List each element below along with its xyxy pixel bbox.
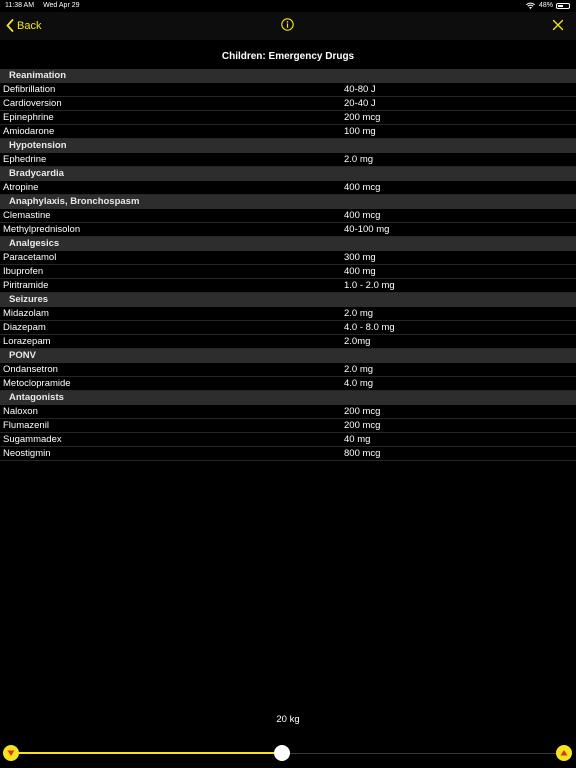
drug-row <box>0 363 576 377</box>
drug-row <box>0 447 576 461</box>
battery-fill <box>558 5 563 7</box>
drug-dose: 400 mg <box>344 266 376 277</box>
section-header: PONV <box>0 349 576 363</box>
drug-name: Defibrillation <box>3 84 56 95</box>
decrease-weight-button[interactable] <box>3 745 19 761</box>
drug-dose: 100 mg <box>344 126 376 137</box>
drug-dose: 4.0 mg <box>344 378 374 389</box>
status-left <box>5 0 89 12</box>
close-icon[interactable] <box>552 19 564 31</box>
drug-row <box>0 433 576 447</box>
drug-name: Ephedrine <box>3 154 47 165</box>
drug-name: Methylprednisolon <box>3 224 81 235</box>
drug-dose: 200 mcg <box>344 406 381 417</box>
drug-dose: 400 mcg <box>344 182 381 193</box>
drug-row <box>0 97 576 111</box>
drug-row <box>0 223 576 237</box>
drug-table <box>0 69 576 461</box>
drug-dose: 200 mcg <box>344 420 381 431</box>
drug-row <box>0 377 576 391</box>
nav-bar <box>0 12 576 40</box>
drug-dose: 40-80 J <box>344 84 376 95</box>
drug-row <box>0 307 576 321</box>
slider-thumb[interactable] <box>274 745 290 761</box>
section-header: Anaphylaxis, Bronchospasm <box>0 195 576 209</box>
drug-name: Cardioversion <box>3 98 62 109</box>
drug-name: Lorazepam <box>3 336 51 347</box>
battery-percent: 48% <box>538 2 553 9</box>
drug-name: Piritramide <box>3 280 49 291</box>
drug-name: Diazepam <box>3 322 46 333</box>
back-button[interactable] <box>6 19 41 32</box>
status-bar <box>0 0 576 12</box>
drug-row <box>0 419 576 433</box>
drug-row <box>0 335 576 349</box>
drug-row <box>0 83 576 97</box>
weight-label: 20 kg <box>276 714 300 725</box>
drug-dose: 200 mcg <box>344 112 381 123</box>
drug-name: Amiodarone <box>3 126 55 137</box>
drug-row <box>0 405 576 419</box>
drug-name: Clemastine <box>3 210 51 221</box>
section-header: Antagonists <box>0 391 576 405</box>
page-title: Children: Emergency Drugs <box>221 51 355 62</box>
slider-fill <box>18 752 282 754</box>
triangle-down-icon <box>3 745 19 761</box>
drug-row <box>0 265 576 279</box>
section-header: Hypotension <box>0 139 576 153</box>
drug-dose: 2.0 mg <box>344 308 374 319</box>
drug-dose: 4.0 - 8.0 mg <box>344 322 395 333</box>
section-header: Analgesics <box>0 237 576 251</box>
wifi-icon <box>526 2 535 10</box>
drug-dose: 2.0 mg <box>344 154 374 165</box>
section-header: Bradycardia <box>0 167 576 181</box>
drug-row <box>0 279 576 293</box>
drug-row <box>0 181 576 195</box>
drug-name: Naloxon <box>3 406 38 417</box>
drug-row <box>0 251 576 265</box>
chevron-left-icon <box>6 19 14 32</box>
drug-name: Metoclopramide <box>3 378 71 389</box>
status-date: Wed Apr 29 <box>43 2 80 9</box>
drug-dose: 2.0mg <box>344 336 371 347</box>
triangle-up-icon <box>556 745 572 761</box>
drug-dose: 800 mcg <box>344 448 381 459</box>
drug-dose: 40 mg <box>344 434 371 445</box>
drug-name: Sugammadex <box>3 434 62 445</box>
increase-weight-button[interactable] <box>556 745 572 761</box>
drug-row <box>0 153 576 167</box>
drug-dose: 20-40 J <box>344 98 376 109</box>
drug-row <box>0 125 576 139</box>
drug-name: Neostigmin <box>3 448 51 459</box>
drug-row <box>0 321 576 335</box>
drug-dose: 400 mcg <box>344 210 381 221</box>
drug-dose: 300 mg <box>344 252 376 263</box>
status-time: 11:38 AM <box>5 2 35 9</box>
drug-name: Flumazenil <box>3 420 49 431</box>
drug-row <box>0 209 576 223</box>
drug-name: Paracetamol <box>3 252 57 263</box>
battery-icon <box>556 3 570 9</box>
drug-dose: 40-100 mg <box>344 224 390 235</box>
drug-name: Epinephrine <box>3 112 54 123</box>
drug-dose: 2.0 mg <box>344 364 374 375</box>
status-right <box>526 0 570 12</box>
section-header: Seizures <box>0 293 576 307</box>
drug-name: Midazolam <box>3 308 49 319</box>
section-header: Reanimation <box>0 69 576 83</box>
drug-row <box>0 111 576 125</box>
drug-name: Ondansetron <box>3 364 58 375</box>
weight-slider[interactable] <box>0 744 576 764</box>
info-icon[interactable] <box>281 18 294 31</box>
drug-dose: 1.0 - 2.0 mg <box>344 280 395 291</box>
drug-name: Ibuprofen <box>3 266 44 277</box>
drug-name: Atropine <box>3 182 39 193</box>
back-label: Back <box>17 19 42 32</box>
